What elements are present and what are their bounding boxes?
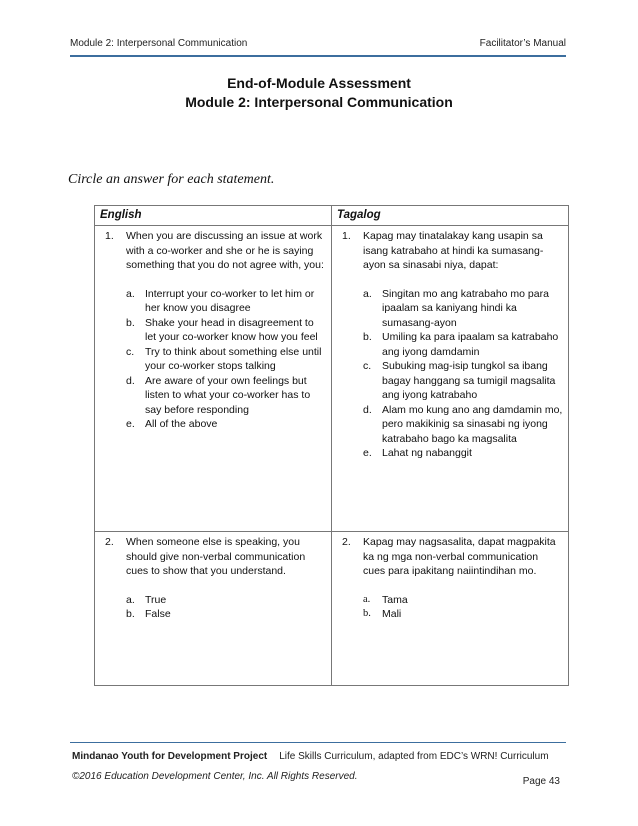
option-text: Interrupt your co-worker to let him or her know you disagree [145, 287, 315, 314]
question-1-english [100, 229, 326, 273]
option-letter: c. [126, 345, 135, 358]
answer-options [100, 287, 326, 432]
footer-copyright: ©2016 Education Development Center, Inc. All Rights Reserved. [72, 771, 358, 782]
answer-options [337, 593, 563, 622]
question-cell-english [95, 532, 332, 686]
answer-option[interactable] [100, 287, 326, 316]
option-text: Lahat ng nabanggit [382, 447, 472, 459]
option-letter: b. [126, 608, 135, 620]
answer-option[interactable] [100, 374, 326, 418]
footer-divider [70, 742, 566, 743]
option-letter: b. [126, 316, 135, 329]
table-header-row [95, 206, 569, 226]
option-text: Subuking mag-isip tungkol sa ibang bagay hanggang sa tumigil magsalita ang iyong katrabaho [382, 360, 556, 401]
answer-option[interactable] [337, 359, 563, 403]
answer-option[interactable] [100, 417, 326, 432]
answer-option[interactable] [337, 607, 563, 622]
page-number: Page 43 [522, 776, 560, 787]
option-letter: a. [363, 287, 372, 300]
option-text: Shake your head in disagreement to let your co-worker know how you feel [145, 316, 318, 343]
question-2-tagalog [337, 535, 563, 579]
header-module-title: Module 2: Interpersonal Communication [70, 38, 248, 49]
answer-option[interactable] [337, 403, 563, 447]
title-line-2: Module 2: Interpersonal Communication [185, 94, 453, 110]
answer-option[interactable] [100, 316, 326, 345]
page-header [70, 38, 566, 54]
question-text: When you are discussing an issue at work with a co-worker and she or he is saying something that you do not agree with, you: [126, 230, 324, 271]
question-number: 2. [105, 536, 114, 548]
option-letter: e. [126, 418, 135, 430]
option-text: Tama [382, 593, 408, 606]
option-text: Singitan mo ang katrabaho mo para ipaalam sa kaniyang hindi ka sumasang-ayon [382, 287, 549, 329]
option-letter: a. [126, 593, 135, 606]
column-header-english: English [95, 206, 332, 226]
question-cell-tagalog [332, 532, 569, 686]
option-letter: d. [126, 374, 135, 387]
option-letter: b. [363, 608, 371, 619]
column-header-tagalog: Tagalog [332, 206, 569, 226]
option-text: True [145, 593, 167, 606]
assessment-table [94, 205, 569, 686]
table-row [95, 226, 569, 532]
footer-line-1 [72, 751, 549, 762]
answer-option[interactable] [100, 345, 326, 374]
option-text: False [145, 608, 171, 620]
option-text: Umiling ka para ipaalam sa katrabaho ang iyong damdamin [382, 331, 559, 358]
answer-option[interactable] [337, 330, 563, 359]
option-text: Mali [382, 608, 402, 620]
footer-project: Mindanao Youth for Development Project [72, 751, 268, 762]
question-text: Kapag may tinatalakay kang usapin sa isang katrabaho at hindi ka sumasang-ayon sa sinasabi niya, dapat: [363, 230, 544, 271]
question-cell-tagalog [332, 226, 569, 532]
title-line-1: End-of-Module Assessment [227, 75, 411, 91]
footer-curriculum: Life Skills Curriculum, adapted from EDC’s WRN! Curriculum [279, 751, 549, 762]
option-text: Alam mo kung ano ang damdamin mo, pero makikinig sa sinasabi ng iyong katrabaho bago ka magsalita [382, 403, 563, 445]
question-2-english [100, 535, 326, 579]
option-text: All of the above [145, 418, 218, 430]
option-letter: e. [363, 447, 372, 459]
option-letter: a. [363, 593, 371, 605]
option-letter: c. [363, 360, 372, 372]
answer-option[interactable] [337, 287, 563, 331]
question-number: 2. [342, 536, 351, 548]
option-text: Are aware of your own feelings but listen to what your co-worker has to say before responding [145, 374, 311, 416]
header-divider [70, 55, 566, 57]
answer-option[interactable] [100, 593, 326, 608]
option-letter: a. [126, 287, 135, 300]
answer-option[interactable] [337, 446, 563, 461]
question-text: When someone else is speaking, you should give non-verbal communication cues to show that you understand. [126, 536, 306, 577]
option-text: Try to think about something else until your co-worker stops talking [145, 345, 322, 372]
answer-options [100, 593, 326, 622]
option-letter: b. [363, 331, 372, 343]
question-text: Kapag may nagsasalita, dapat magpakita ka ng mga non-verbal communication cues para ipakitang naiintindihan mo. [363, 536, 556, 577]
question-number: 1. [105, 230, 114, 242]
header-manual-title: Facilitator’s Manual [479, 38, 566, 49]
option-letter: d. [363, 403, 372, 416]
question-1-tagalog [337, 229, 563, 273]
answer-option[interactable] [100, 607, 326, 622]
question-number: 1. [342, 230, 351, 242]
instruction-text: Circle an answer for each statement. [68, 172, 275, 187]
question-cell-english [95, 226, 332, 532]
assessment-title [0, 74, 638, 112]
table-row [95, 532, 569, 686]
answer-options [337, 287, 563, 461]
answer-option[interactable] [337, 593, 563, 608]
